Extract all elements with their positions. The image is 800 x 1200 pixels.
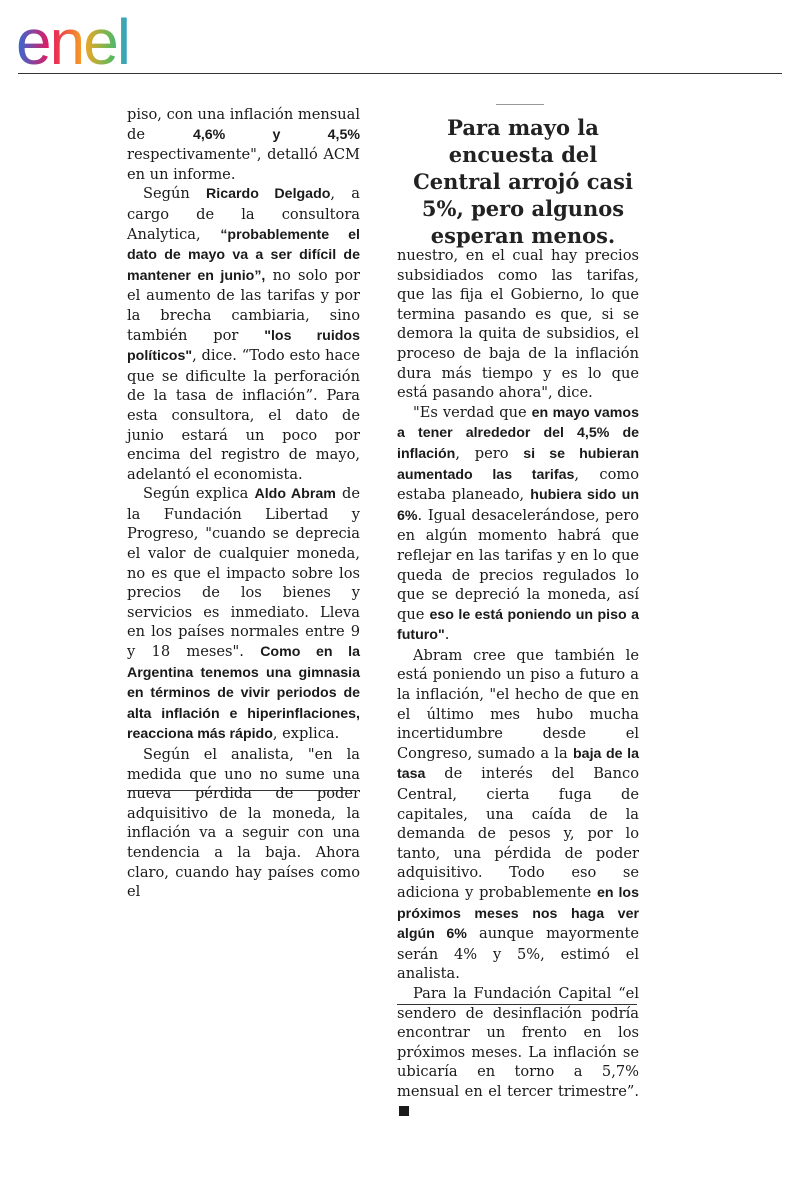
body-text: nuestro, en el cual hay precios subsidiados como las tarifas, que las fija el Gobierno, lo que termina pasando es que, si se demora la quita de subsidios, el proceso de baja de la inflación dura más tiempo y es lo que está pasando ahora", dice.: [397, 247, 639, 402]
paragraph: [127, 484, 360, 745]
body-text: , como estaba planeado,: [397, 465, 639, 504]
emphasis-text: Aldo Abram: [254, 486, 336, 503]
body-text: Abram cree que también le está poniendo un piso a futuro a la inflación, "el hecho de que en el último mes hubo mucha incertidumbre desde el Congreso, sumado a la: [397, 646, 639, 762]
body-text: Según explica: [143, 485, 255, 503]
emphasis-text: si se hubieran aumentado las tarifas: [397, 445, 639, 483]
paragraph: [127, 184, 360, 484]
paragraph: [397, 403, 639, 646]
body-text: . Igual desacelerándose, pero en algún momento habrá que reflejar en las tarifas y en lo que queda de precios regulados lo que se depreció la moneda, así que: [397, 506, 639, 623]
emphasis-text: Como en la Argentina tenemos una gimnasia en términos de vivir periodos de alta inflación e hiperinflaciones, reacciona más rápido: [127, 644, 360, 743]
body-text: , dice. “Todo esto hace que se dificulte la perforación de la tasa de inflación”. Para esta consultora, el dato de junio estará un poco por encima del registro de mayo, adelantó el economista.: [127, 347, 360, 483]
enel-logo: [16, 8, 186, 74]
pull-quote-rule: [496, 104, 544, 105]
emphasis-text: en los próximos meses nos haga ver algún 6%: [397, 885, 639, 943]
body-text: , pero: [455, 444, 524, 462]
emphasis-text: en mayo vamos a tener alrededor del 4,5% de inflación: [397, 404, 639, 462]
body-text: de interés del Banco Central, cierta fuga de capitales, una caída de la demanda de pesos y, por lo tanto, una pérdida de poder adquisitivo. Todo eso se adiciona y probablemente: [397, 765, 639, 901]
paragraph: [397, 246, 639, 403]
emphasis-text: “probablemente el dato de mayo va a ser difícil de mantener en junio”,: [127, 226, 360, 284]
paragraph: [127, 745, 360, 902]
article-left-column: [127, 105, 360, 902]
emphasis-text: 4,6% y 4,5%: [192, 126, 361, 143]
enel-logo-wordmark: enel: [16, 8, 129, 74]
body-text: Según: [143, 185, 207, 203]
body-text: de la Fundación Libertad y Progreso, "cuando se deprecia el valor de cualquier moneda, no es que el impacto sobre los precios de los bienes y servicios es inmediato. Lleva en los países normales entre 9 y 18 meses".: [127, 485, 360, 661]
body-text: Según el analista, "en la medida que uno no sume una nueva pérdida de poder adquisitivo de la moneda, la inflación va a seguir con una tendencia a la baja. Ahora claro, cuando hay países como el: [127, 746, 360, 901]
emphasis-text: "los ruidos políticos": [127, 327, 360, 365]
body-text: piso, con una inflación mensual de: [127, 106, 360, 143]
emphasis-text: baja de la tasa: [397, 745, 639, 783]
header-divider: [18, 73, 782, 74]
body-text: Para la Fundación Capital “el sendero de desinflación podría encontrar un frento en los próximos meses. La inflación se ubicaría en torno a 5,7% mensual en el tercer trimestre”.: [397, 984, 639, 1100]
article-end-rule: [397, 1004, 637, 1005]
body-text: , explica.: [272, 725, 340, 743]
body-text: .: [444, 626, 450, 644]
emphasis-text: Ricardo Delgado: [206, 186, 331, 203]
end-of-article-mark: [399, 1106, 409, 1116]
column-end-rule: [127, 790, 356, 791]
body-text: aunque mayormente serán 4% y 5%, estimó el analista.: [397, 925, 639, 983]
emphasis-text: eso le está poniendo un piso a futuro": [397, 606, 639, 644]
pull-quote: Para mayo la encuesta del Central arrojó casi 5%, pero algunos esperan menos.: [413, 115, 633, 248]
body-text: respectivamente", detalló ACM en un informe.: [127, 146, 360, 183]
body-text: no solo por el aumento de las tarifas y por la brecha cambiaria, sino también por: [127, 266, 360, 344]
body-text: , a cargo de la consultora Analytica,: [127, 185, 361, 243]
paragraph: [397, 646, 639, 984]
paragraph: [127, 105, 360, 184]
emphasis-text: hubiera sido un 6%: [397, 487, 639, 524]
article-right-column: [397, 246, 639, 1121]
body-text: "Es verdad que: [413, 403, 532, 421]
